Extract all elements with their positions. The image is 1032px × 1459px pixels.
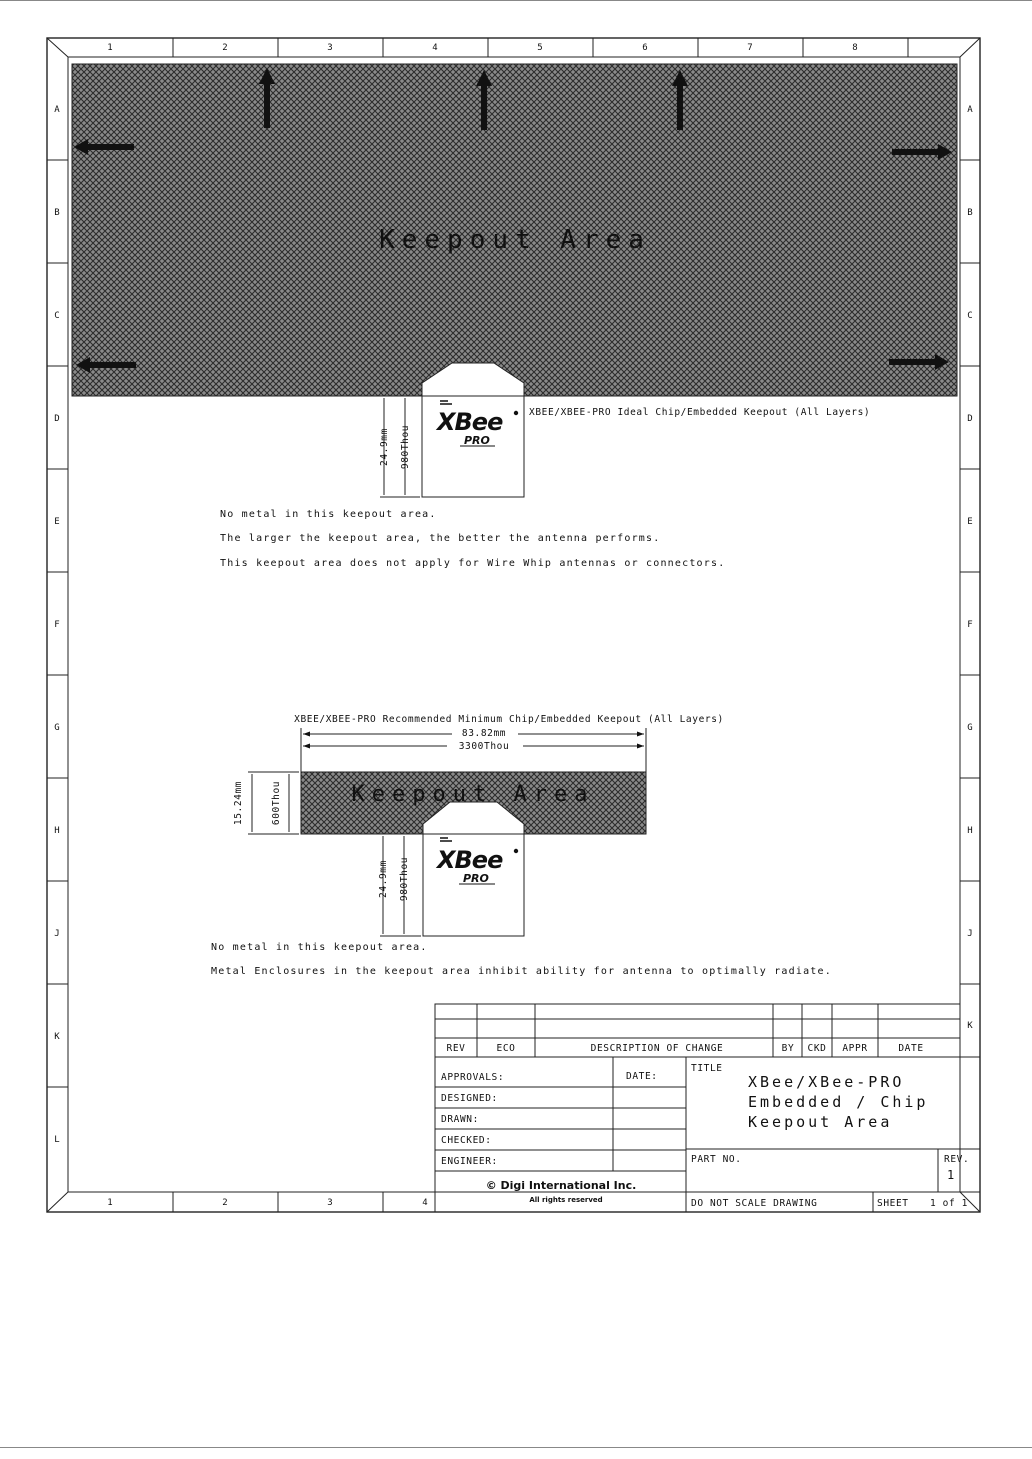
ideal-note-1: No metal in this keepout area.: [220, 509, 437, 520]
min-width-mm: 83.82mm: [461, 728, 507, 739]
row-label-right-j: J: [967, 929, 973, 939]
row-labels-left: [54, 105, 60, 1145]
minimum-keepout-view: [211, 714, 832, 977]
ideal-dim-mm: 24.9mm: [379, 428, 390, 466]
by-header: BY: [781, 1043, 795, 1054]
row-label-e: E: [54, 517, 60, 527]
part-no-label: PART NO.: [691, 1154, 742, 1165]
row-label-right-b: B: [967, 208, 973, 218]
row-label-g: G: [54, 723, 60, 733]
xbee-logo-model-2: PRO: [463, 872, 489, 885]
row-label-h: H: [54, 826, 60, 836]
sheet-label: SHEET: [877, 1198, 909, 1209]
min-width-dimension: [301, 728, 646, 772]
row-label-f: F: [54, 620, 60, 630]
row-label-d: D: [54, 414, 60, 424]
company-rights: All rights reserved: [529, 1196, 603, 1204]
min-height-thou: 600Thou: [271, 780, 282, 826]
col-label-6: 6: [642, 43, 648, 53]
min-height-mm: 15.24mm: [233, 780, 244, 826]
ideal-keepout-caption: XBEE/XBEE-PRO Ideal Chip/Embedded Keepout (All Layers): [529, 407, 871, 418]
ideal-note-2: The larger the keepout area, the better the antenna performs.: [220, 533, 661, 544]
row-label-right-g: G: [967, 723, 973, 733]
rev-label: REV.: [944, 1154, 970, 1165]
row-label-right-h: H: [967, 826, 973, 836]
title-line-2: Embedded / Chip: [748, 1093, 929, 1111]
min-keepout-label: Keepout Area: [351, 782, 595, 807]
col-label-bottom-3: 3: [327, 1198, 333, 1208]
engineer-label: ENGINEER:: [441, 1156, 498, 1167]
row-label-b: B: [54, 208, 60, 218]
col-label-bottom-1: 1: [107, 1198, 113, 1208]
company-name: © Digi International Inc.: [485, 1179, 637, 1192]
title-block: [435, 1057, 980, 1212]
row-label-right-k: K: [967, 1021, 973, 1031]
col-label-5: 5: [537, 43, 543, 53]
row-labels-right: [967, 105, 973, 1031]
row-label-c: C: [54, 311, 60, 321]
col-label-4: 4: [432, 43, 438, 53]
xbee-logo-model: PRO: [464, 434, 490, 447]
min-height-dimension: [233, 772, 299, 834]
row-label-right-a: A: [967, 105, 973, 115]
row-label-right-e: E: [967, 517, 973, 527]
row-label-k: K: [54, 1032, 60, 1042]
ideal-keepout-label: Keepout Area: [379, 225, 651, 255]
ideal-note-3: This keepout area does not apply for Wire Whip antennas or connectors.: [220, 558, 726, 569]
row-label-right-f: F: [967, 620, 973, 630]
date-header: DATE: [898, 1043, 924, 1054]
title-label: TITLE: [691, 1063, 723, 1074]
min-keepout-caption: XBEE/XBEE-PRO Recommended Minimum Chip/Embedded Keepout (All Layers): [294, 714, 724, 725]
rev-value: 1: [947, 1168, 955, 1182]
ideal-dimension: [379, 396, 420, 497]
ideal-dim-thou: 980Thou: [400, 424, 411, 470]
col-label-bottom-4: 4: [422, 1198, 428, 1208]
col-label-7: 7: [747, 43, 753, 53]
sheet-value: 1 of 1: [930, 1198, 968, 1209]
column-labels-top: [107, 43, 857, 53]
xbee-logo-brand: XBee: [437, 408, 503, 436]
row-label-j: J: [54, 929, 60, 939]
min-dim-thou: 980Thou: [399, 856, 410, 902]
min-width-thou: 3300Thou: [458, 741, 510, 752]
title-line-3: Keepout Area: [748, 1113, 893, 1131]
rev-header: REV: [446, 1043, 466, 1054]
revision-table: [435, 1004, 960, 1057]
ideal-keepout-view: [72, 64, 957, 569]
appr-header: APPR: [842, 1043, 868, 1054]
row-label-right-c: C: [967, 311, 973, 321]
eco-header: ECO: [496, 1043, 516, 1054]
col-label-8: 8: [852, 43, 858, 53]
min-dim-mm: 24.9mm: [378, 860, 389, 898]
min-module-dimension: [378, 834, 421, 936]
checked-label: CHECKED:: [441, 1135, 492, 1146]
approvals-date-label: DATE:: [626, 1071, 658, 1082]
col-label-bottom-2: 2: [222, 1198, 228, 1208]
row-label-right-d: D: [967, 414, 973, 424]
approvals-label: APPROVALS:: [441, 1072, 505, 1083]
title-line-1: XBee/XBee-PRO: [748, 1073, 905, 1091]
row-label-a: A: [54, 105, 60, 115]
min-note-2: Metal Enclosures in the keepout area inhibit ability for antenna to optimally radiate.: [211, 966, 832, 977]
designed-label: DESIGNED:: [441, 1093, 498, 1104]
column-labels-bottom: [107, 1198, 427, 1208]
drawn-label: DRAWN:: [441, 1114, 479, 1125]
min-note-1: No metal in this keepout area.: [211, 942, 428, 953]
description-header: DESCRIPTION OF CHANGE: [590, 1043, 724, 1054]
do-not-scale-label: DO NOT SCALE DRAWING: [691, 1198, 818, 1209]
xbee-logo-brand-2: XBee: [437, 846, 503, 874]
col-label-1: 1: [107, 43, 113, 53]
row-label-l: L: [54, 1135, 60, 1145]
col-label-3: 3: [327, 43, 333, 53]
ckd-header: CKD: [807, 1043, 827, 1054]
col-label-2: 2: [222, 43, 228, 53]
